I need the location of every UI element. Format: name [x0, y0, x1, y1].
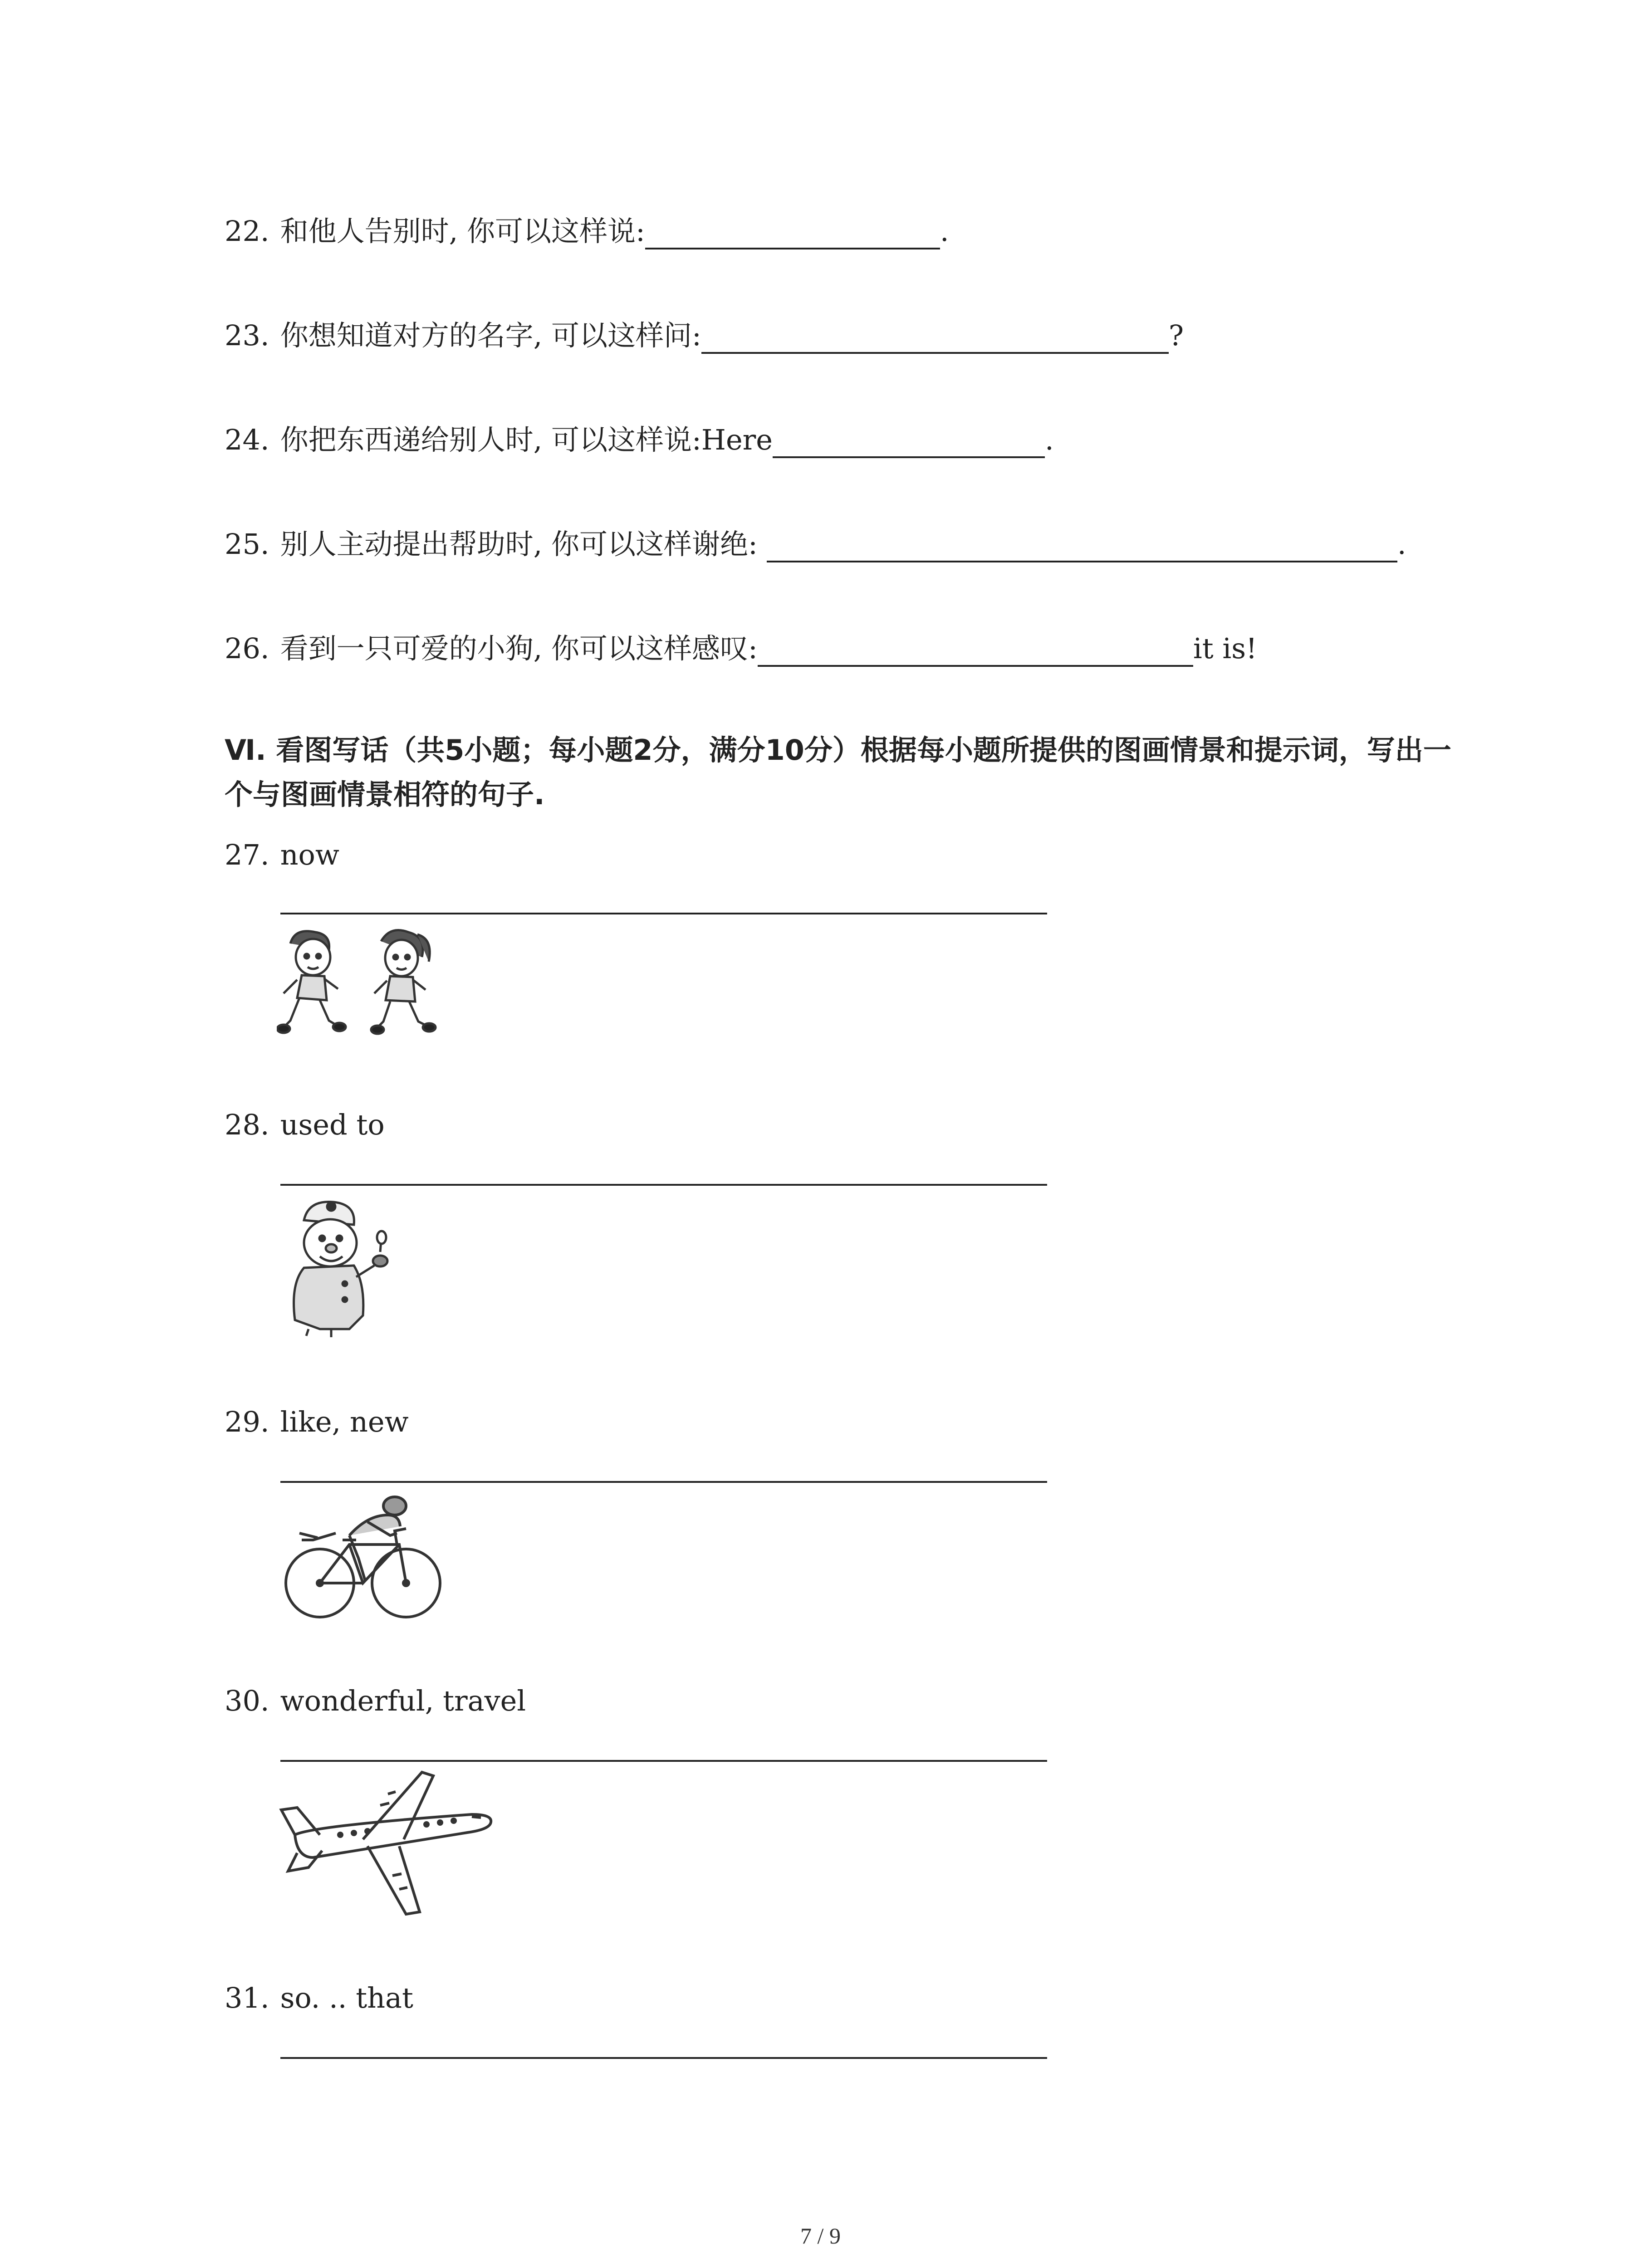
question-hint: used to — [280, 1108, 385, 1141]
question-ending: . — [1397, 528, 1406, 561]
section-heading: Ⅵ. 看图写话（共5小题；每小题2分，满分10分）根据每小题所提供的图画情景和提示词，写出一个与图画情景相符的句子. — [225, 733, 1451, 811]
question-26 — [225, 631, 1257, 667]
question-27 — [225, 837, 339, 873]
question-hint: like, new — [280, 1405, 409, 1438]
page-number: 7 / 9 — [800, 2223, 841, 2248]
question-hint: now — [280, 838, 339, 871]
question-number: 24. — [225, 423, 269, 456]
two-children-running-icon — [277, 925, 449, 1039]
question-31 — [225, 1980, 413, 2016]
answer-line[interactable] — [280, 1760, 1047, 1762]
answer-line[interactable] — [280, 913, 1047, 914]
question-24 — [225, 422, 1054, 458]
question-ending: . — [940, 215, 949, 248]
answer-blank[interactable] — [773, 426, 1045, 458]
question-22 — [225, 213, 949, 249]
question-prompt: 你把东西递给别人时, 可以这样说:Here — [280, 423, 773, 456]
answer-blank[interactable] — [758, 635, 1193, 667]
answer-blank[interactable] — [701, 322, 1169, 354]
question-prompt: 你想知道对方的名字, 可以这样问: — [280, 319, 701, 352]
chef-with-spoon-icon — [277, 1193, 404, 1338]
answer-line[interactable] — [280, 1481, 1047, 1483]
question-28 — [225, 1107, 385, 1143]
question-number: 29. — [225, 1405, 269, 1438]
question-29 — [225, 1404, 409, 1440]
question-prompt: 和他人告别时, 你可以这样说: — [280, 215, 645, 248]
question-number: 23. — [225, 319, 269, 352]
question-number: 28. — [225, 1108, 269, 1141]
question-25 — [225, 526, 1406, 562]
airplane-icon — [277, 1767, 495, 1921]
question-hint: so. .. that — [280, 1981, 413, 2014]
question-number: 22. — [225, 215, 269, 248]
question-ending: it is! — [1193, 632, 1257, 665]
question-number: 27. — [225, 838, 269, 871]
question-number: 31. — [225, 1981, 269, 2014]
question-number: 25. — [225, 528, 269, 561]
question-30 — [225, 1683, 526, 1719]
answer-line[interactable] — [280, 1184, 1047, 1186]
question-hint: wonderful, travel — [280, 1684, 526, 1717]
question-number: 30. — [225, 1684, 269, 1717]
question-23 — [225, 318, 1184, 354]
question-ending: ? — [1168, 319, 1184, 352]
question-prompt: 看到一只可爱的小狗, 你可以这样感叹: — [280, 632, 758, 665]
question-number: 26. — [225, 632, 269, 665]
answer-line[interactable] — [280, 2057, 1047, 2059]
cyclist-icon — [281, 1490, 445, 1626]
answer-blank[interactable] — [645, 218, 940, 249]
question-prompt: 别人主动提出帮助时, 你可以这样谢绝: — [280, 528, 758, 561]
answer-blank[interactable] — [767, 531, 1397, 562]
question-ending: . — [1045, 423, 1054, 456]
